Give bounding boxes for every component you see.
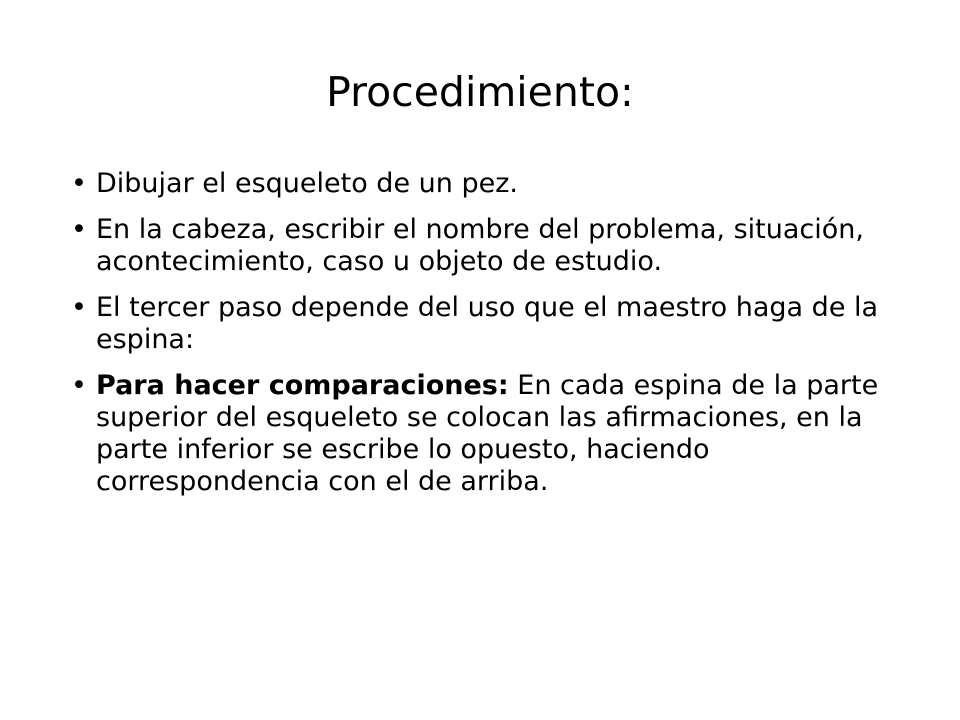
bullet-text: El tercer paso depende del uso que el maestro haga de la espina: (96, 292, 879, 355)
bullet-icon: • (71, 168, 87, 199)
slide-title: Procedimiento: (326, 68, 634, 116)
bullet-text: En cada espina de la parte superior del esqueleto se colocan las afirmaciones, en la parte inferior se escribe lo opuesto, haciendo correspondencia con el de arriba. (96, 370, 879, 497)
bullet-list (71, 168, 901, 512)
list-item (71, 168, 901, 200)
bullet-icon: • (71, 292, 87, 323)
list-item (71, 370, 901, 498)
bullet-bold-lead: Para hacer comparaciones: (96, 370, 509, 401)
bullet-text: En la cabeza, escribir el nombre del problema, situación, acontecimiento, caso u objeto de estudio. (96, 214, 864, 277)
list-item (71, 214, 901, 278)
list-item (71, 292, 901, 356)
bullet-icon: • (71, 370, 87, 401)
bullet-icon: • (71, 214, 87, 245)
bullet-text: Dibujar el esqueleto de un pez. (96, 168, 518, 199)
